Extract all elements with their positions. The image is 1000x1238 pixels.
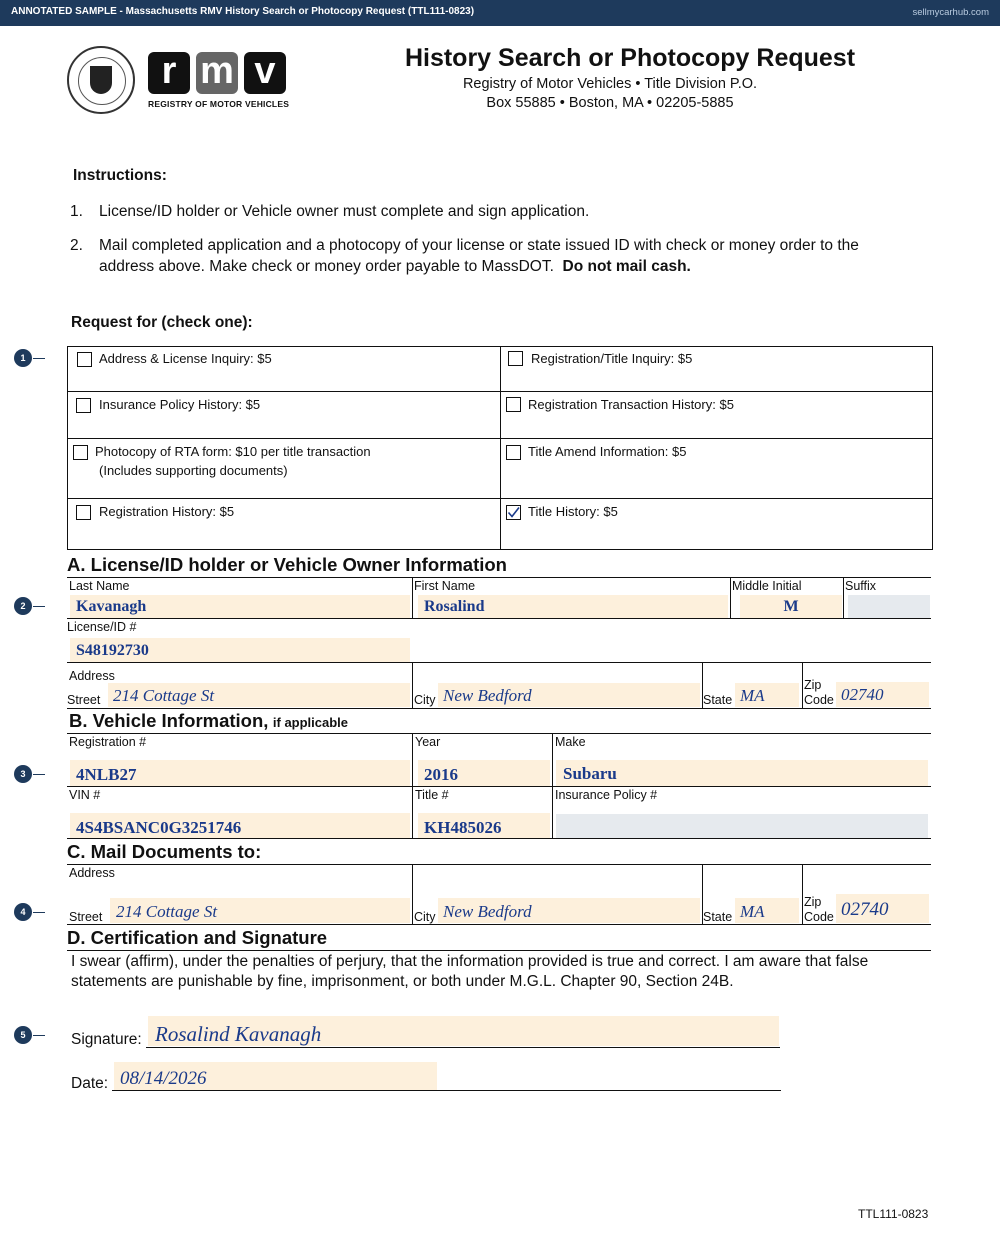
marker-leader-line bbox=[33, 912, 45, 913]
mail-state-field[interactable]: MA bbox=[735, 898, 799, 923]
massachusetts-seal-icon bbox=[67, 46, 135, 114]
do-not-mail-cash: Do not mail cash. bbox=[562, 258, 691, 275]
signature-field[interactable]: Rosalind Kavanagh bbox=[148, 1016, 779, 1046]
certification-line1: I swear (affirm), under the penalties of perjury, that the information provided is true and correct. I am aware that false bbox=[71, 953, 869, 970]
mail-zip-field[interactable]: 02740 bbox=[836, 894, 929, 923]
mail-street-field[interactable]: 214 Cottage St bbox=[110, 898, 410, 923]
logo-letter-m: m bbox=[196, 52, 238, 94]
label-mail-state: State bbox=[703, 910, 733, 924]
checkmark-icon bbox=[506, 505, 521, 520]
field-divider bbox=[843, 577, 844, 618]
logo-tagline: REGISTRY OF MOTOR VEHICLES bbox=[148, 99, 290, 109]
banner-site: sellmycarhub.com bbox=[912, 7, 989, 18]
row-line bbox=[67, 838, 931, 839]
field-divider bbox=[730, 577, 731, 618]
license-id-field[interactable]: S48192730 bbox=[70, 638, 410, 662]
row-line bbox=[67, 786, 931, 787]
instruction-2-line2: address above. Make check or money order payable to MassDOT. Do not mail cash. bbox=[99, 258, 691, 275]
label-address: Address bbox=[69, 669, 115, 683]
section-d-heading: D. Certification and Signature bbox=[67, 927, 328, 948]
label-street: Street bbox=[67, 693, 101, 707]
instruction-2-number: 2. bbox=[70, 237, 83, 254]
label-mail-zip: Zip bbox=[804, 895, 822, 909]
suffix-field[interactable] bbox=[848, 595, 930, 618]
option-registration-history: Registration History: $5 bbox=[99, 504, 235, 519]
annotation-banner bbox=[0, 0, 1000, 26]
section-b-top-line bbox=[67, 733, 931, 734]
header-address-line2: Box 55885 • Boston, MA • 02205-5885 bbox=[486, 95, 734, 111]
checkbox-insurance-policy-history[interactable] bbox=[76, 398, 91, 413]
checkbox-title-amend-information[interactable] bbox=[506, 445, 521, 460]
section-a-top-line bbox=[67, 577, 931, 578]
instruction-1-number: 1. bbox=[70, 203, 83, 220]
title-number-field[interactable]: KH485026 bbox=[418, 813, 550, 838]
annotation-marker-2: 2 bbox=[14, 597, 32, 615]
label-date: Date: bbox=[71, 1075, 109, 1092]
certification-line2: statements are punishable by fine, imprisonment, or both under M.G.L. Chapter 90, Section 24B. bbox=[71, 973, 734, 990]
middle-initial-field[interactable]: M bbox=[740, 595, 842, 618]
field-divider bbox=[802, 864, 803, 924]
field-divider bbox=[802, 662, 803, 708]
section-a-heading: A. License/ID holder or Vehicle Owner Information bbox=[67, 554, 507, 575]
section-d-top-line bbox=[67, 950, 931, 951]
label-zip-code: Code bbox=[804, 693, 834, 707]
instructions-heading: Instructions: bbox=[73, 167, 167, 184]
label-zip: Zip bbox=[804, 678, 822, 692]
section-b-heading: B. Vehicle Information, if applicable bbox=[69, 710, 349, 731]
label-license-id: License/ID # bbox=[67, 620, 137, 634]
marker-leader-line bbox=[33, 358, 45, 359]
instruction-1-text: License/ID holder or Vehicle owner must complete and sign application. bbox=[99, 203, 590, 220]
label-make: Make bbox=[555, 735, 586, 749]
option-registration-title-inquiry: Registration/Title Inquiry: $5 bbox=[531, 351, 693, 366]
mail-city-field[interactable]: New Bedford bbox=[438, 898, 700, 923]
checkbox-registration-transaction-history[interactable] bbox=[506, 397, 521, 412]
option-photocopy-rta-form: Photocopy of RTA form: $10 per title transaction bbox=[95, 444, 371, 459]
label-suffix: Suffix bbox=[845, 579, 877, 593]
checkbox-registration-title-inquiry[interactable] bbox=[508, 351, 523, 366]
label-mail-street: Street bbox=[69, 910, 103, 924]
request-row-line bbox=[67, 438, 933, 439]
checkbox-address-license-inquiry[interactable] bbox=[77, 352, 92, 367]
make-field[interactable]: Subaru bbox=[556, 760, 928, 786]
label-city: City bbox=[414, 693, 436, 707]
banner-title: ANNOTATED SAMPLE - Massachusetts RMV History Search or Photocopy Request (TTL111-0823) bbox=[11, 6, 475, 17]
checkbox-registration-history[interactable] bbox=[76, 505, 91, 520]
year-field[interactable]: 2016 bbox=[418, 760, 550, 786]
annotation-marker-1: 1 bbox=[14, 349, 32, 367]
marker-leader-line bbox=[33, 774, 45, 775]
label-mail-address: Address bbox=[69, 866, 115, 880]
row-line bbox=[67, 618, 931, 619]
label-vin: VIN # bbox=[69, 788, 101, 802]
form-title: History Search or Photocopy Request bbox=[404, 44, 856, 72]
request-heading: Request for (check one): bbox=[71, 314, 253, 331]
marker-leader-line bbox=[33, 606, 45, 607]
option-address-license-inquiry: Address & License Inquiry: $5 bbox=[99, 351, 272, 366]
label-title-number: Title # bbox=[415, 788, 449, 802]
date-line bbox=[112, 1090, 781, 1091]
option-photocopy-rta-note: (Includes supporting documents) bbox=[99, 463, 288, 478]
state-field[interactable]: MA bbox=[735, 683, 799, 707]
label-middle-initial: Middle Initial bbox=[732, 579, 802, 593]
field-divider bbox=[412, 662, 413, 708]
label-signature: Signature: bbox=[71, 1031, 142, 1048]
request-row-line bbox=[67, 391, 933, 392]
annotation-marker-4: 4 bbox=[14, 903, 32, 921]
label-insurance-policy: Insurance Policy # bbox=[555, 788, 658, 802]
street-field[interactable]: 214 Cottage St bbox=[108, 683, 410, 707]
vin-field[interactable]: 4S4BSANC0G3251746 bbox=[70, 813, 410, 838]
row-line bbox=[67, 924, 931, 925]
checkbox-title-history[interactable] bbox=[506, 505, 521, 520]
form-number: TTL111-0823 bbox=[858, 1207, 929, 1221]
date-field[interactable]: 08/14/2026 bbox=[114, 1062, 437, 1090]
section-c-heading: C. Mail Documents to: bbox=[67, 841, 262, 862]
annotation-marker-5: 5 bbox=[14, 1026, 32, 1044]
city-field[interactable]: New Bedford bbox=[438, 683, 700, 707]
marker-leader-line bbox=[33, 1035, 45, 1036]
insurance-policy-field[interactable] bbox=[556, 814, 928, 838]
first-name-field[interactable]: Rosalind bbox=[418, 595, 728, 618]
request-divider bbox=[500, 346, 501, 550]
option-title-amend-information: Title Amend Information: $5 bbox=[528, 444, 687, 459]
registration-number-field[interactable]: 4NLB27 bbox=[70, 760, 410, 786]
label-registration-number: Registration # bbox=[69, 735, 147, 749]
logo-letter-r: r bbox=[148, 52, 190, 94]
checkbox-photocopy-rta-form[interactable] bbox=[73, 445, 88, 460]
option-insurance-policy-history: Insurance Policy History: $5 bbox=[99, 397, 261, 412]
logo-letter-v: v bbox=[244, 52, 286, 94]
field-divider bbox=[412, 577, 413, 618]
row-line bbox=[67, 708, 931, 709]
option-title-history: Title History: $5 bbox=[528, 504, 618, 519]
annotation-marker-3: 3 bbox=[14, 765, 32, 783]
label-first-name: First Name bbox=[414, 579, 476, 593]
field-divider bbox=[412, 864, 413, 924]
instruction-2-line1: Mail completed application and a photocopy of your license or state issued ID with check or money order to the bbox=[99, 237, 859, 254]
label-mail-city: City bbox=[414, 910, 436, 924]
label-state: State bbox=[703, 693, 733, 707]
request-row-line bbox=[67, 498, 933, 499]
label-mail-zip-code: Code bbox=[804, 910, 834, 924]
label-last-name: Last Name bbox=[69, 579, 130, 593]
header-address-line1: Registry of Motor Vehicles • Title Division P.O. bbox=[462, 76, 758, 92]
option-registration-transaction-history: Registration Transaction History: $5 bbox=[528, 397, 734, 412]
signature-line bbox=[146, 1047, 780, 1048]
zip-field[interactable]: 02740 bbox=[836, 682, 929, 707]
label-year: Year bbox=[415, 735, 441, 749]
last-name-field[interactable]: Kavanagh bbox=[70, 595, 410, 618]
